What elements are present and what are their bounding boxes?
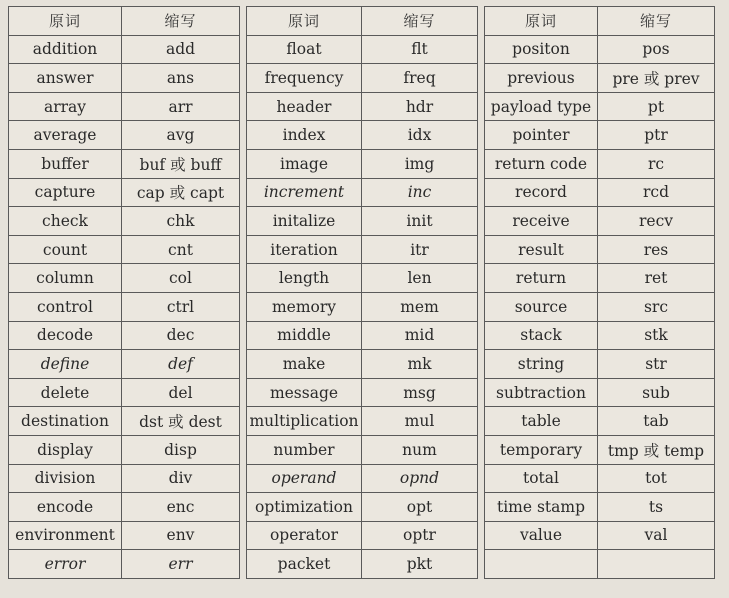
original-word-cell: optimization: [247, 493, 362, 522]
header-row: [247, 7, 478, 36]
table-row: [9, 235, 240, 264]
table-row: [9, 92, 240, 121]
table-row: [9, 121, 240, 150]
header-original: 原词: [485, 7, 598, 36]
abbreviation-cell: str: [598, 350, 715, 379]
table-row: [485, 178, 715, 207]
abbreviation-cell: dec: [122, 321, 240, 350]
original-word-cell: display: [9, 435, 122, 464]
original-word-cell: count: [9, 235, 122, 264]
abbreviation-cell: flt: [362, 35, 478, 64]
original-word-cell: frequency: [247, 64, 362, 93]
abbreviation-cell: disp: [122, 435, 240, 464]
abbreviation-cell: ts: [598, 493, 715, 522]
original-word-cell: memory: [247, 292, 362, 321]
abbreviation-cell: pkt: [362, 550, 478, 579]
original-word-cell: return code: [485, 149, 598, 178]
table-row: [485, 493, 715, 522]
table-row: [247, 178, 478, 207]
original-word-cell: define: [9, 350, 122, 379]
table-row: [485, 350, 715, 379]
abbreviation-cell: val: [598, 521, 715, 550]
table-row: [247, 121, 478, 150]
abbreviation-table-1: [8, 6, 240, 579]
abbreviation-cell: pre 或 prev: [598, 64, 715, 93]
table-row: [247, 64, 478, 93]
table-row: [247, 550, 478, 579]
original-word-cell: operand: [247, 464, 362, 493]
abbreviation-cell: mul: [362, 407, 478, 436]
original-word-cell: temporary: [485, 435, 598, 464]
original-word-cell: error: [9, 550, 122, 579]
abbreviation-cell: chk: [122, 207, 240, 236]
table-row: [247, 207, 478, 236]
abbreviation-cell: rc: [598, 149, 715, 178]
header-abbr: 缩写: [122, 7, 240, 36]
original-word-cell: time stamp: [485, 493, 598, 522]
original-word-cell: increment: [247, 178, 362, 207]
table-row: [9, 64, 240, 93]
table-row: [485, 64, 715, 93]
table-row: [247, 321, 478, 350]
abbreviation-cell: img: [362, 149, 478, 178]
abbreviation-cell: tab: [598, 407, 715, 436]
original-word-cell: check: [9, 207, 122, 236]
original-word-cell: division: [9, 464, 122, 493]
abbreviation-cell: sub: [598, 378, 715, 407]
table-row: [247, 292, 478, 321]
header-original: 原词: [9, 7, 122, 36]
table-row: [485, 321, 715, 350]
table-row: [247, 149, 478, 178]
table-row: [485, 92, 715, 121]
original-word-cell: image: [247, 149, 362, 178]
abbreviation-cell: arr: [122, 92, 240, 121]
original-word-cell: encode: [9, 493, 122, 522]
abbreviation-table-2: [246, 6, 478, 579]
table-row: [247, 235, 478, 264]
table-row: [485, 264, 715, 293]
original-word-cell: string: [485, 350, 598, 379]
table-row: [9, 378, 240, 407]
table-row: [247, 35, 478, 64]
table-row: [9, 321, 240, 350]
original-word-cell: average: [9, 121, 122, 150]
original-word-cell: previous: [485, 64, 598, 93]
abbreviation-cell: cap 或 capt: [122, 178, 240, 207]
original-word-cell: source: [485, 292, 598, 321]
abbreviation-tables: [8, 6, 715, 579]
abbreviation-cell: mem: [362, 292, 478, 321]
table-row: [485, 378, 715, 407]
abbreviation-cell: ans: [122, 64, 240, 93]
table-row: [9, 292, 240, 321]
abbreviation-cell: ptr: [598, 121, 715, 150]
original-word-cell: [485, 550, 598, 579]
original-word-cell: value: [485, 521, 598, 550]
abbreviation-cell: opnd: [362, 464, 478, 493]
original-word-cell: stack: [485, 321, 598, 350]
abbreviation-cell: dst 或 dest: [122, 407, 240, 436]
abbreviation-cell: idx: [362, 121, 478, 150]
original-word-cell: packet: [247, 550, 362, 579]
table-row: [485, 207, 715, 236]
table-row: [485, 149, 715, 178]
original-word-cell: return: [485, 264, 598, 293]
table-row: [485, 121, 715, 150]
table-row: [9, 35, 240, 64]
original-word-cell: float: [247, 35, 362, 64]
abbreviation-cell: div: [122, 464, 240, 493]
original-word-cell: index: [247, 121, 362, 150]
original-word-cell: column: [9, 264, 122, 293]
header-row: [9, 7, 240, 36]
original-word-cell: answer: [9, 64, 122, 93]
header-original: 原词: [247, 7, 362, 36]
abbreviation-cell: recv: [598, 207, 715, 236]
abbreviation-cell: inc: [362, 178, 478, 207]
original-word-cell: delete: [9, 378, 122, 407]
abbreviation-cell: src: [598, 292, 715, 321]
original-word-cell: environment: [9, 521, 122, 550]
original-word-cell: record: [485, 178, 598, 207]
table-row: [9, 493, 240, 522]
header-row: [485, 7, 715, 36]
table-row: [485, 521, 715, 550]
abbreviation-cell: res: [598, 235, 715, 264]
abbreviation-cell: itr: [362, 235, 478, 264]
table-row: [485, 464, 715, 493]
original-word-cell: iteration: [247, 235, 362, 264]
original-word-cell: capture: [9, 178, 122, 207]
table-row: [9, 521, 240, 550]
abbreviation-cell: hdr: [362, 92, 478, 121]
abbreviation-table-3: [484, 6, 715, 579]
abbreviation-cell: stk: [598, 321, 715, 350]
abbreviation-cell: num: [362, 435, 478, 464]
abbreviation-cell: err: [122, 550, 240, 579]
table-row: [247, 407, 478, 436]
original-word-cell: addition: [9, 35, 122, 64]
abbreviation-cell: def: [122, 350, 240, 379]
header-abbr: 缩写: [362, 7, 478, 36]
table-row: [247, 435, 478, 464]
table-row: [485, 292, 715, 321]
table-row: [485, 235, 715, 264]
table-row: [247, 464, 478, 493]
table-row: [247, 350, 478, 379]
original-word-cell: length: [247, 264, 362, 293]
table-row: [9, 407, 240, 436]
table-row: [9, 264, 240, 293]
original-word-cell: pointer: [485, 121, 598, 150]
original-word-cell: message: [247, 378, 362, 407]
original-word-cell: array: [9, 92, 122, 121]
table-row: [9, 149, 240, 178]
table-row: [247, 493, 478, 522]
original-word-cell: positon: [485, 35, 598, 64]
abbreviation-cell: mk: [362, 350, 478, 379]
table-row: [9, 464, 240, 493]
original-word-cell: control: [9, 292, 122, 321]
table-row: [485, 435, 715, 464]
abbreviation-cell: tot: [598, 464, 715, 493]
abbreviation-cell: avg: [122, 121, 240, 150]
original-word-cell: result: [485, 235, 598, 264]
abbreviation-cell: msg: [362, 378, 478, 407]
abbreviation-cell: col: [122, 264, 240, 293]
abbreviation-cell: enc: [122, 493, 240, 522]
original-word-cell: buffer: [9, 149, 122, 178]
table-row: [9, 550, 240, 579]
original-word-cell: header: [247, 92, 362, 121]
table-row: [9, 207, 240, 236]
abbreviation-cell: optr: [362, 521, 478, 550]
original-word-cell: middle: [247, 321, 362, 350]
abbreviation-cell: buf 或 buff: [122, 149, 240, 178]
abbreviation-cell: del: [122, 378, 240, 407]
table-row: [247, 378, 478, 407]
original-word-cell: initalize: [247, 207, 362, 236]
abbreviation-cell: add: [122, 35, 240, 64]
abbreviation-cell: mid: [362, 321, 478, 350]
original-word-cell: multiplication: [247, 407, 362, 436]
abbreviation-cell: env: [122, 521, 240, 550]
table-row: [485, 407, 715, 436]
original-word-cell: make: [247, 350, 362, 379]
abbreviation-cell: init: [362, 207, 478, 236]
original-word-cell: payload type: [485, 92, 598, 121]
original-word-cell: subtraction: [485, 378, 598, 407]
original-word-cell: total: [485, 464, 598, 493]
abbreviation-cell: pos: [598, 35, 715, 64]
abbreviation-cell: ctrl: [122, 292, 240, 321]
table-row: [247, 92, 478, 121]
table-row: [485, 35, 715, 64]
abbreviation-cell: tmp 或 temp: [598, 435, 715, 464]
header-abbr: 缩写: [598, 7, 715, 36]
abbreviation-cell: ret: [598, 264, 715, 293]
original-word-cell: operator: [247, 521, 362, 550]
abbreviation-cell: pt: [598, 92, 715, 121]
table-row: [9, 350, 240, 379]
abbreviation-cell: freq: [362, 64, 478, 93]
table-row: [247, 264, 478, 293]
abbreviation-cell: len: [362, 264, 478, 293]
original-word-cell: number: [247, 435, 362, 464]
abbreviation-cell: rcd: [598, 178, 715, 207]
table-row: [9, 435, 240, 464]
original-word-cell: destination: [9, 407, 122, 436]
abbreviation-cell: cnt: [122, 235, 240, 264]
abbreviation-cell: [598, 550, 715, 579]
table-row: [247, 521, 478, 550]
table-row: [9, 178, 240, 207]
table-row: [485, 550, 715, 579]
original-word-cell: table: [485, 407, 598, 436]
original-word-cell: receive: [485, 207, 598, 236]
abbreviation-cell: opt: [362, 493, 478, 522]
original-word-cell: decode: [9, 321, 122, 350]
